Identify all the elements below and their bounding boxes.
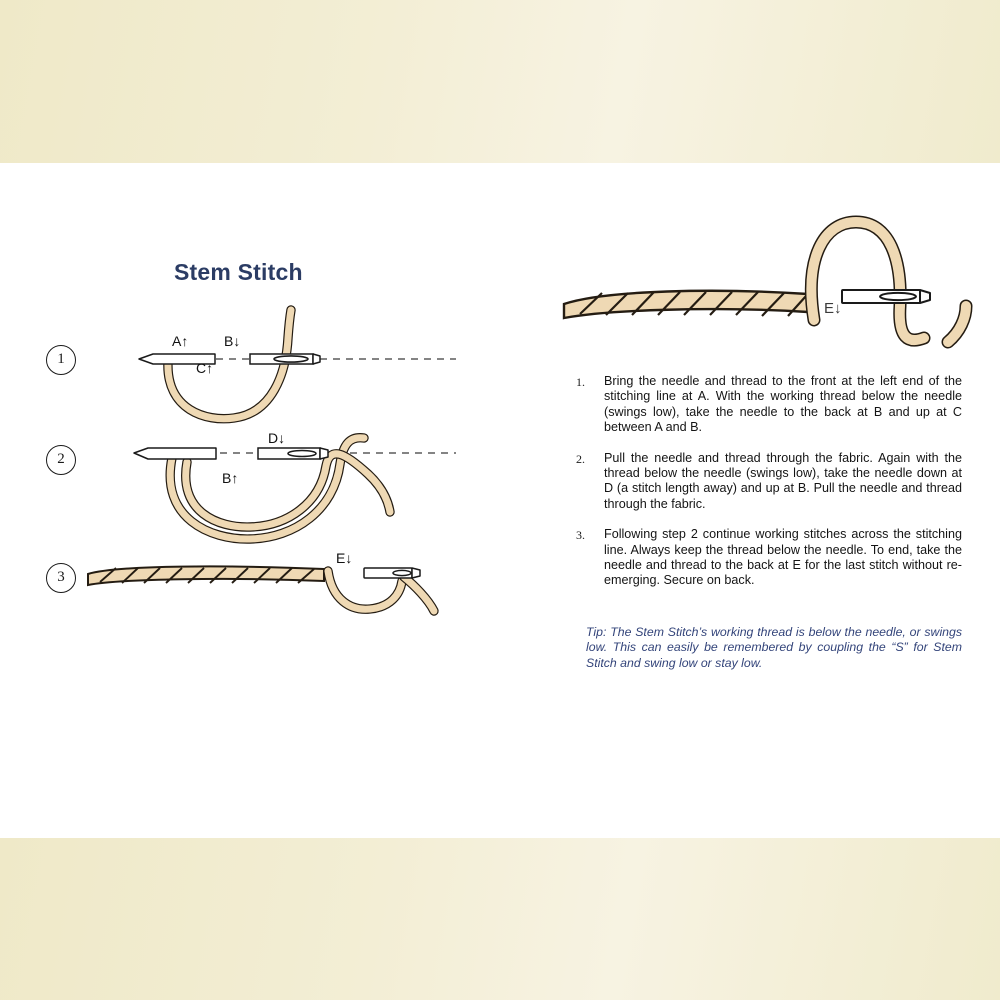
label-e-step3: E↓ xyxy=(336,550,353,566)
diagram-main-illustration xyxy=(556,214,976,346)
step-number-3: 3 xyxy=(46,563,76,593)
completed-stitches-rope xyxy=(88,566,324,585)
label-b-step1: B↓ xyxy=(224,333,241,349)
needle-eye xyxy=(880,293,916,300)
instruction-marker-3: 3. xyxy=(576,528,585,543)
step-number-1: 1 xyxy=(46,345,76,375)
needle-left xyxy=(134,448,216,459)
label-d-step2: D↓ xyxy=(268,430,286,446)
instruction-item-1 xyxy=(576,374,962,436)
tip-text: Tip: The Stem Stitch’s working thread is below the needle, or swings low. This can easily be remembered by coupling the “S” for Stem Stitch and swing low or stay low. xyxy=(586,625,962,670)
needle-eye xyxy=(288,451,316,457)
diagram-step-3 xyxy=(78,545,460,615)
needle-eye xyxy=(274,356,308,362)
label-a-step1: A↑ xyxy=(172,333,189,349)
decorative-band-bottom xyxy=(0,838,1000,1000)
instruction-item-3 xyxy=(576,527,962,589)
label-b-step2: B↑ xyxy=(222,470,239,486)
diagram-step-2 xyxy=(120,418,460,543)
diagram-step-1 xyxy=(120,318,460,423)
step-number-2: 2 xyxy=(46,445,76,475)
instruction-item-2 xyxy=(576,451,962,513)
completed-stitches-rope xyxy=(564,291,808,318)
page-title: Stem Stitch xyxy=(174,259,303,285)
instruction-text-2: Pull the needle and thread through the fabric. Again with the thread below the needle (swings low), take the needle down at D (a stitch length away) and up at B. Pull the needle and thread through the fabric. xyxy=(604,450,962,511)
instruction-list xyxy=(576,374,962,604)
instruction-marker-1: 1. xyxy=(576,375,585,389)
label-c-step1: C↑ xyxy=(196,360,214,376)
instruction-text-1: Bring the needle and thread to the front at the left end of the stitching line at A. With the working thread below the needle (swings low), take the needle to the back at B and up at C between A and B. xyxy=(604,374,962,435)
decorative-band-top xyxy=(0,0,1000,163)
needle-eye xyxy=(393,570,411,575)
instruction-text-3: Following step 2 continue working stitches across the stitching line. Always keep the thread below the needle. To end, take the needle and thread to the back at E for the last stitch without re-emerging. Secure on back. xyxy=(604,527,962,588)
needle-end xyxy=(364,568,420,578)
instruction-marker-2: 2. xyxy=(576,451,585,466)
needle-main xyxy=(842,290,930,303)
needle-right xyxy=(250,354,320,364)
needle-right xyxy=(258,448,328,459)
label-e-main: E↓ xyxy=(824,300,842,317)
